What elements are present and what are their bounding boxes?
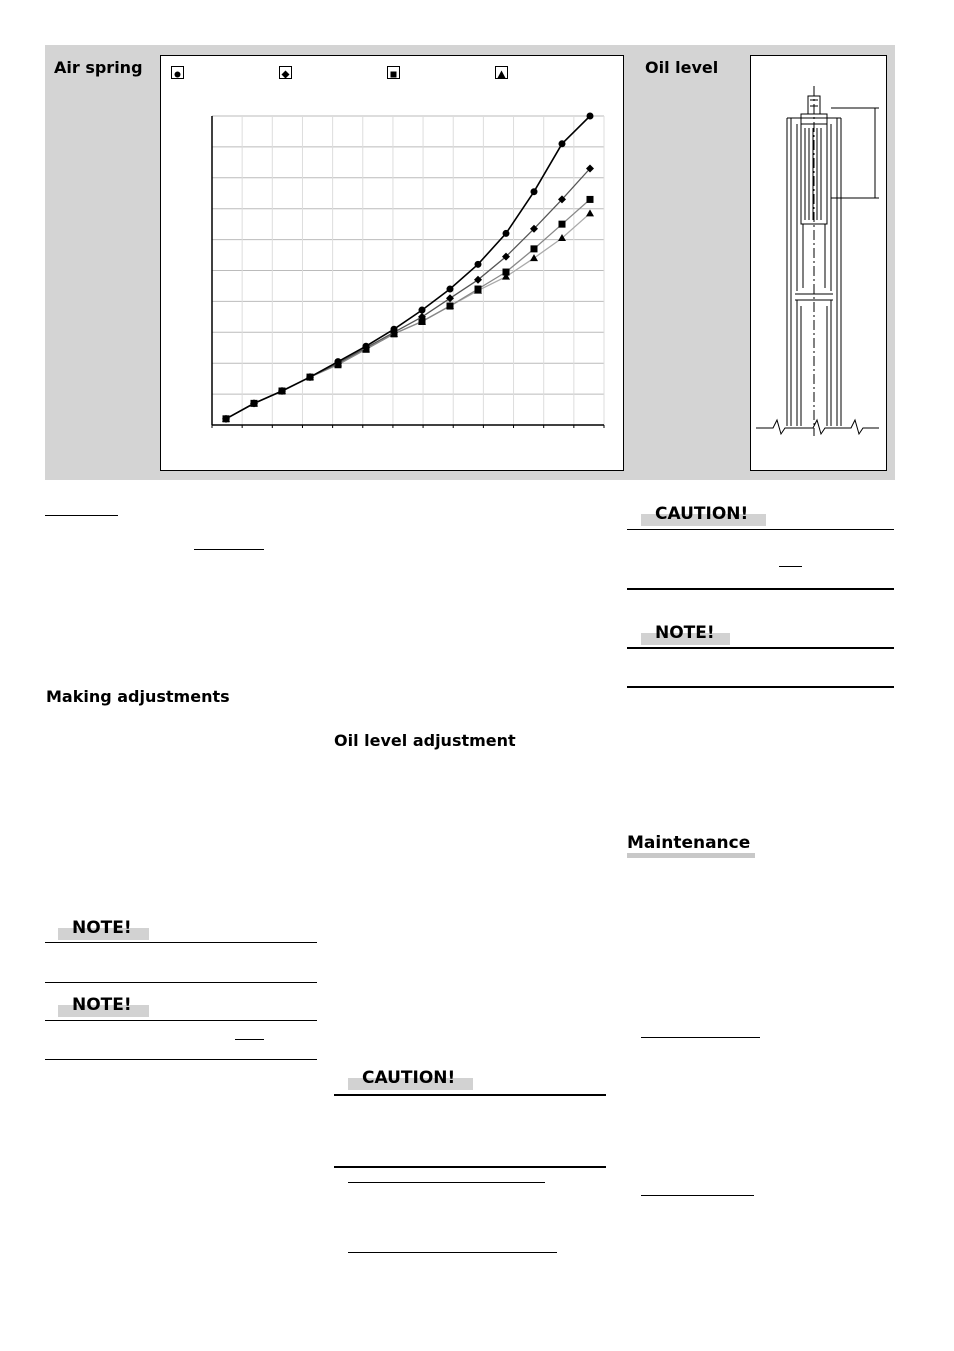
data-point-circle: [475, 261, 482, 268]
legend-square-icon: [387, 66, 400, 79]
data-point-triangle: [530, 254, 538, 261]
data-point-triangle: [586, 209, 594, 216]
data-point-square: [559, 221, 566, 228]
data-point-square: [531, 245, 538, 252]
note-rule-top: [627, 647, 894, 649]
data-point-circle: [279, 388, 286, 395]
note-rule-bottom: [45, 1059, 317, 1060]
air-spring-chart-panel: [160, 55, 624, 471]
note-rule-bottom: [627, 686, 894, 688]
maintenance-heading-bar: [627, 853, 755, 858]
oil-level-title: Oil level: [645, 58, 719, 77]
caution-rule-top: [627, 529, 894, 530]
oil-level-diagram-panel: [750, 55, 887, 471]
underline-rule: [194, 549, 264, 550]
series-line-circle: [226, 116, 590, 419]
caution-rule-bottom: [334, 1166, 606, 1168]
data-point-circle: [363, 343, 370, 350]
underline-rule: [779, 566, 802, 567]
shock-cross-section-diagram: [751, 56, 886, 470]
data-point-square: [587, 196, 594, 203]
data-point-circle: [531, 188, 538, 195]
data-point-circle: [391, 326, 398, 333]
note-label: NOTE!: [72, 995, 132, 1015]
underline-rule: [348, 1182, 545, 1183]
note-rule-bottom: [45, 982, 317, 983]
air-spring-chart: [161, 56, 623, 470]
caution-label: CAUTION!: [655, 504, 749, 524]
data-point-circle: [307, 374, 314, 381]
underline-rule: [45, 515, 118, 516]
data-point-circle: [419, 307, 426, 314]
note-label: NOTE!: [72, 918, 132, 938]
data-point-circle: [559, 140, 566, 147]
legend-circle-icon: [171, 66, 184, 79]
data-point-square: [503, 269, 510, 276]
note-label: NOTE!: [655, 623, 715, 643]
underline-rule: [348, 1252, 557, 1253]
oil-level-adjustment-heading: Oil level adjustment: [334, 731, 516, 750]
underline-rule: [641, 1195, 754, 1196]
legend-triangle-icon: [495, 66, 508, 79]
data-point-circle: [223, 415, 230, 422]
underline-rule: [235, 1039, 264, 1040]
underline-rule: [641, 1037, 760, 1038]
note-rule-top: [45, 1020, 317, 1021]
data-point-square: [447, 303, 454, 310]
legend-diamond-icon: [279, 66, 292, 79]
caution-rule-bottom: [627, 588, 894, 590]
series-line-diamond: [226, 169, 590, 419]
data-point-square: [475, 286, 482, 293]
caution-label: CAUTION!: [362, 1068, 456, 1088]
data-point-circle: [251, 400, 258, 407]
series-line-square: [226, 199, 590, 418]
maintenance-heading: Maintenance: [627, 833, 751, 853]
air-spring-title: Air spring: [54, 58, 143, 77]
data-point-circle: [503, 230, 510, 237]
data-point-circle: [335, 358, 342, 365]
note-rule-top: [45, 942, 317, 943]
data-point-circle: [587, 113, 594, 120]
data-point-circle: [447, 286, 454, 293]
caution-rule-top: [334, 1094, 606, 1096]
making-adjustments-heading: Making adjustments: [46, 687, 230, 706]
